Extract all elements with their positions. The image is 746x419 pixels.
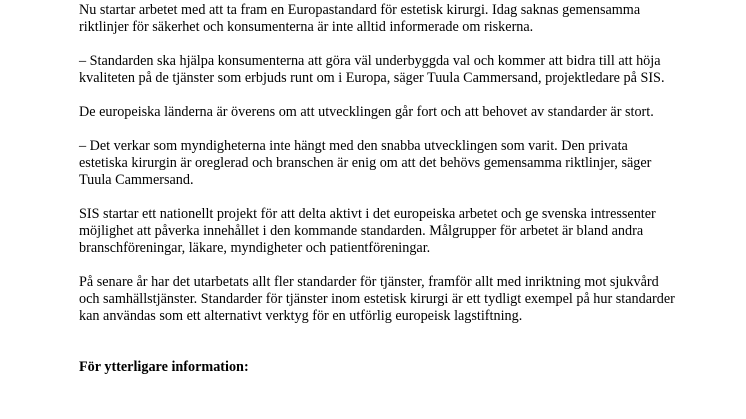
document-page — [79, 0, 679, 393]
paragraph-intro: Nu startar arbetet med att ta fram en Europastandard för estetisk kirurgi. Idag saknas gemensamma riktlinjer för säkerhet och konsumenterna är inte alltid informerade om riskerna. — [79, 2, 641, 35]
paragraph-consensus: De europeiska länderna är överens om att utvecklingen går fort och att behovet av standarder är stort. — [79, 104, 654, 120]
paragraph-quote-authorities: – Det verkar som myndigheterna inte hängt med den snabba utvecklingen som varit. Den privata estetiska kirurgin är oreglerad och branschen är enig om att det behövs gemensamma riktlinjer, säger Tuula Cammersand. — [79, 138, 652, 188]
more-info-heading: För ytterligare information: — [79, 359, 249, 375]
paragraph-national-project: SIS startar ett nationellt projekt för att delta aktivt i det europeiska arbetet och ge svenska intressenter möjlighet att påverka innehållet i den kommande standarden. Målgrupper för arbetet är bland andra branschföreningar, läkare, myndigheter och patientföreningar. — [79, 206, 656, 256]
paragraph-quote-standard: – Standarden ska hjälpa konsumenterna att göra väl underbyggda val och kommer att bidra till att höja kvaliteten på de tjänster som erbjuds runt om i Europa, säger Tuula Cammersand, projektledare på SIS. — [79, 53, 665, 86]
paragraph-service-standards: På senare år har det utarbetats allt fler standarder för tjänster, framför allt med inriktning mot sjukvård och samhällstjänster. Standarder för tjänster inom estetisk kirurgi är ett tydligt exempel på hur standarder kan användas som ett alternativt verktyg för en utförlig europeisk lagstiftning. — [79, 274, 675, 324]
